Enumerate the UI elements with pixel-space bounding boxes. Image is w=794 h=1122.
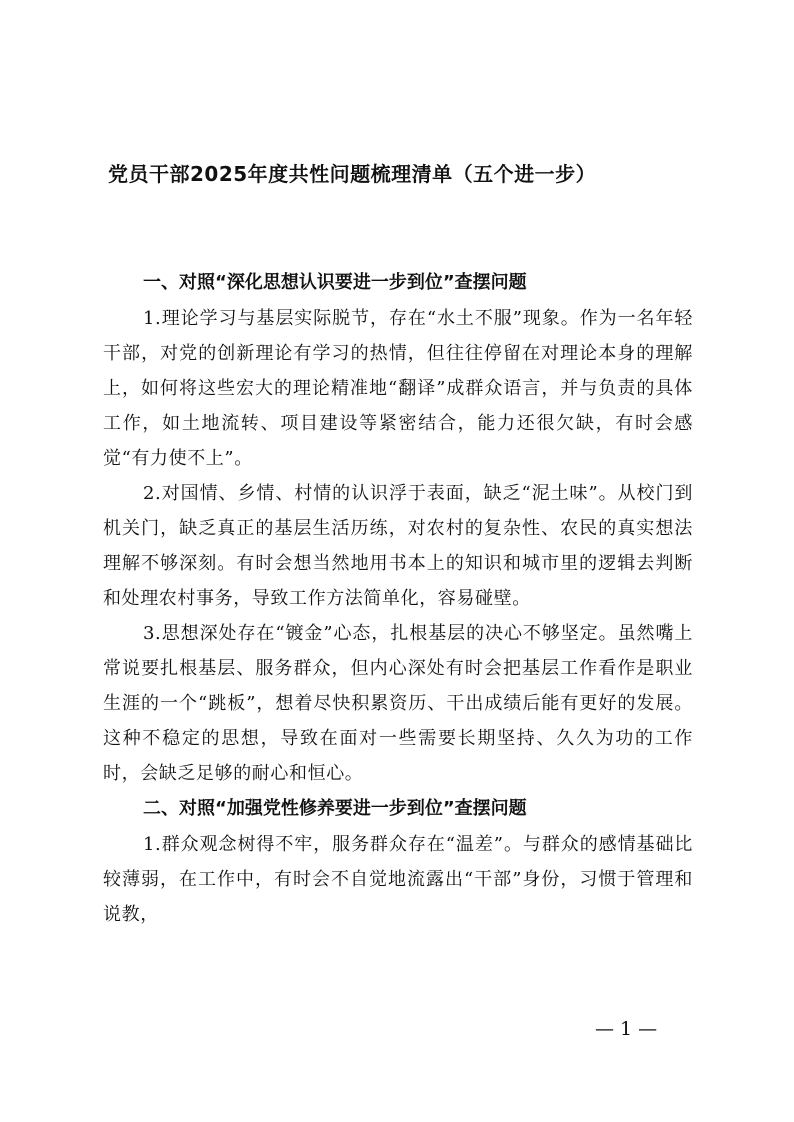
section-1-paragraph-1: 1.理论学习与基层实际脱节，存在“水土不服”现象。作为一名年轻干部，对党的创新理论有学习的热情，但往往停留在对理论本身的理解上，如何将这些宏大的理论精准地“翻译”成群众语言，并与负责的具体工作，如土地流转、项目建设等紧密结合，能力还很欠缺，有时会感觉“有力使不上”。 — [103, 308, 693, 469]
document-title: 党员干部2025年度共性问题梳理清单（五个进一步） — [108, 162, 597, 186]
section-1-paragraph-3: 3.思想深处存在“镀金”心态，扎根基层的决心不够坚定。虽然嘴上常说要扎根基层、服务群众，但内心深处有时会把基层工作看作是职业生涯的一个“跳板”，想着尽快积累资历、干出成绩后能有更好的发展。这种不稳定的思想，导致在面对一些需要长期坚持、久久为功的工作时，会缺乏足够的耐心和恒心。 — [103, 623, 693, 784]
section-1-paragraph-2: 2.对国情、乡情、村情的认识浮于表面，缺乏“泥土味”。从校门到机关门，缺乏真正的基层生活历练，对农村的复杂性、农民的真实想法理解不够深刻。有时会想当然地用书本上的知识和城市里的逻辑去判断和处理农村事务，导致工作方法简单化，容易碰壁。 — [103, 483, 693, 609]
section-heading-2: 二、对照“加强党性修养要进一步到位”查摆问题 — [143, 798, 527, 819]
section-2-paragraph-1: 1.群众观念树得不牢，服务群众存在“温差”。与群众的感情基础比较薄弱，在工作中，有时会不自觉地流露出“干部”身份，习惯于管理和说教， — [103, 834, 693, 925]
document-body — [103, 265, 693, 932]
section-heading-1: 一、对照“深化思想认识要进一步到位”查摆问题 — [143, 272, 527, 293]
page-number: — 1 — — [595, 1018, 658, 1040]
